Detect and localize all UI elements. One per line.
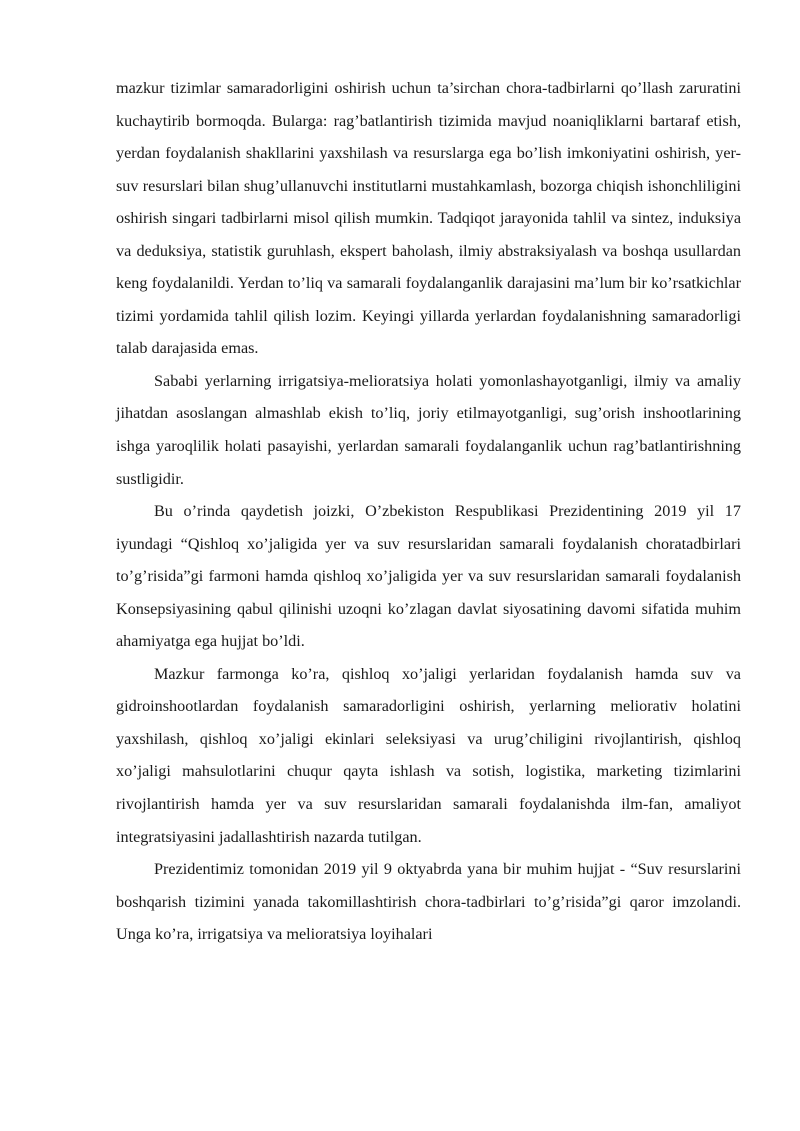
paragraph-3: Bu o’rinda qaydetish joizki, O’zbekiston Respublikasi Prezidentining 2019 yil 17 iyundagi “Qishloq xo’jaligida yer va suv resurslaridan samarali foydalanish choratadbirlari to’g’risida”gi farmoni hamda qishloq xo’jaligida yer va suv resurslaridan samarali foydalanish Konsepsiyasining qabul qilinishi uzoqni ko’zlagan davlat siyosatining davomi sifatida muhim ahamiyatga ega hujjat bo’ldi.: [116, 502, 741, 651]
body-text: [116, 72, 741, 951]
paragraph-5: Prezidentimiz tomonidan 2019 yil 9 oktyabrda yana bir muhim hujjat - “Suv resurslarini boshqarish tizimini yanada takomillashtirish chora-tadbirlari to’g’risida”gi qaror imzolandi. Unga ko’ra, irrigatsiya va melioratsiya loyihalari: [116, 860, 741, 944]
paragraph-continuation: mazkur tizimlar samaradorligini oshirish uchun ta’sirchan chora-tadbirlarni qo’llash zaruratini kuchaytirib bormoqda. Bularga: rag’batlantirish tizimida mavjud noaniqliklarni bartaraf etish, yerdan foydalanish shakllarini yaxshilash va resurslarga ega bo’lish imkoniyatini oshirish, yer-suv resurslari bilan shug’ullanuvchi institutlarni mustahkamlash, bozorga chiqish ishonchliligini oshirish singari tadbirlarni misol qilish mumkin. Tadqiqot jarayonida tahlil va sintez, induksiya va deduksiya, statistik guruhlash, ekspert baholash, ilmiy abstraksiyalash va boshqa usullardan keng foydalanildi. Yerdan to’liq va samarali foydalanganlik darajasini ma’lum bir ko’rsatkichlar tizimi yordamida tahlil qilish lozim. Keyingi yillarda yerlardan foydalanishning samaradorligi talab darajasida emas.: [116, 79, 741, 358]
paragraph-2: Sababi yerlarning irrigatsiya-melioratsiya holati yomonlashayotganligi, ilmiy va amaliy jihatdan asoslangan almashlab ekish to’liq, joriy etilmayotganligi, sug’orish inshootlarining ishga yaroqlilik holati pasayishi, yerlardan samarali foydalanganlik uchun rag’batlantirishning sustligidir.: [116, 371, 741, 488]
paragraph-4: Mazkur farmonga ko’ra, qishloq xo’jaligi yerlaridan foydalanish hamda suv va gidroinshootlardan foydalanish samaradorligini oshirish, yerlarning meliorativ holatini yaxshilash, qishloq xo’jaligi ekinlari seleksiyasi va urug’chiligini rivojlantirish, qishloq xo’jaligi mahsulotlarini chuqur qayta ishlash va sotish, logistika, marketing tizimlarini rivojlantirish hamda yer va suv resurslaridan samarali foydalanishda ilm-fan, amaliyot integratsiyasini jadallashtirish nazarda tutilgan.: [116, 664, 741, 846]
